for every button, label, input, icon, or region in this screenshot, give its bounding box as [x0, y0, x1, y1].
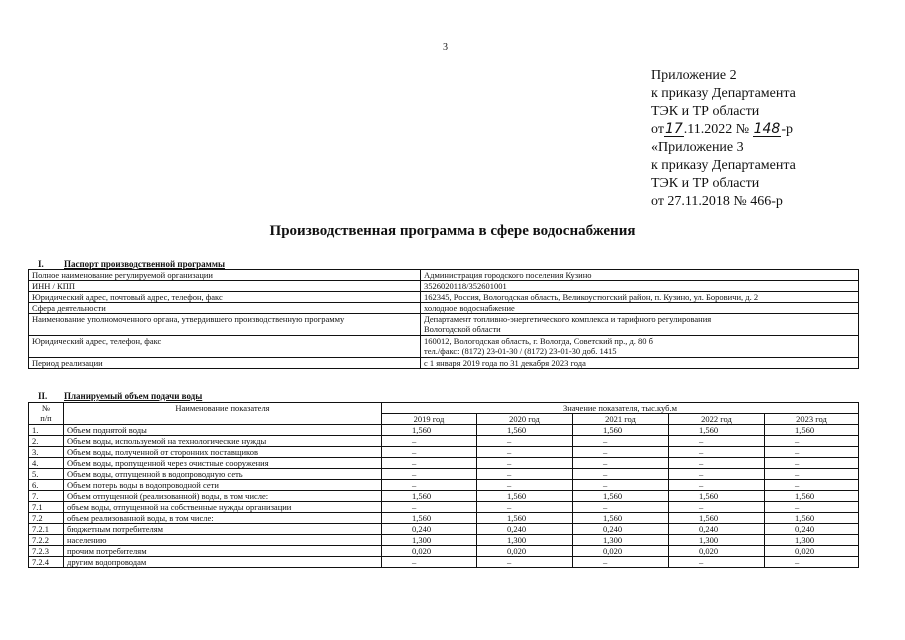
- row-value: –: [382, 502, 477, 513]
- row-name: Объем потерь воды в водопроводной сети: [64, 480, 382, 491]
- row-value: –: [765, 436, 859, 447]
- row-value: 1,560: [765, 425, 859, 436]
- row-value: 1,300: [477, 535, 573, 546]
- row-name: Объем воды, отпущенной в водопроводную сеть: [64, 469, 382, 480]
- row-value: –: [477, 458, 573, 469]
- row-value: 0,020: [382, 546, 477, 557]
- row-number: 4.: [29, 458, 64, 469]
- appendix-line: ТЭК и ТР области: [651, 176, 760, 191]
- row-value: –: [382, 480, 477, 491]
- row-value: 1,300: [573, 535, 669, 546]
- section-title: Паспорт производственной программы: [64, 259, 225, 269]
- row-value: 1,300: [765, 535, 859, 546]
- row-value: –: [573, 447, 669, 458]
- row-value: –: [573, 469, 669, 480]
- row-value: 1,560: [382, 513, 477, 524]
- table-row: [29, 546, 859, 557]
- row-value: 1,560: [573, 513, 669, 524]
- row-value: –: [765, 502, 859, 513]
- passport-row: [29, 270, 859, 281]
- row-value: 1,560: [765, 513, 859, 524]
- row-value: –: [669, 469, 765, 480]
- passport-value-line: 160012, Вологодская область, г. Вологда, Советский пр., д. 80 б: [424, 336, 654, 346]
- row-value: 1,560: [669, 491, 765, 502]
- handwritten-number: 148: [753, 121, 781, 137]
- table-row: [29, 513, 859, 524]
- passport-value: [421, 358, 859, 369]
- passport-value: [421, 270, 859, 281]
- row-value: –: [477, 469, 573, 480]
- appendix-block: [651, 67, 796, 211]
- row-number: 7.2.4: [29, 557, 64, 568]
- row-value: 0,020: [573, 546, 669, 557]
- section-number: II.: [38, 391, 48, 401]
- row-number: 5.: [29, 469, 64, 480]
- col-header-values: Значение показателя, тыс.куб.м: [382, 403, 859, 414]
- water-volume-table: [28, 402, 859, 568]
- passport-value-line: с 1 января 2019 года по 31 декабря 2023 года: [424, 358, 586, 368]
- row-name: Объем отпущенной (реализованной) воды, в том числе:: [64, 491, 382, 502]
- row-value: –: [477, 447, 573, 458]
- row-value: –: [765, 469, 859, 480]
- row-value: –: [382, 447, 477, 458]
- row-number: 6.: [29, 480, 64, 491]
- section-title: Планируемый объем подачи воды: [64, 391, 203, 401]
- row-number: 1.: [29, 425, 64, 436]
- row-number: 7.1: [29, 502, 64, 513]
- handwritten-day: 17: [664, 121, 683, 137]
- passport-value-line: Вологодской области: [424, 324, 501, 334]
- col-header-year: 2019 год: [382, 414, 477, 425]
- col-header-year: 2020 год: [477, 414, 573, 425]
- table-row: [29, 436, 859, 447]
- section2-heading: [38, 391, 202, 401]
- table-row: [29, 502, 859, 513]
- row-value: –: [669, 458, 765, 469]
- row-value: 1,560: [382, 491, 477, 502]
- table-row: [29, 557, 859, 568]
- col-header-name: Наименование показателя: [64, 403, 382, 425]
- row-value: –: [669, 557, 765, 568]
- passport-row: [29, 358, 859, 369]
- row-value: 1,560: [573, 491, 669, 502]
- document-title: Производственная программа в сфере водоснабжения: [269, 223, 636, 239]
- section1-heading: [38, 259, 225, 269]
- row-value: –: [477, 480, 573, 491]
- row-value: –: [382, 436, 477, 447]
- page-number: 3: [443, 42, 448, 53]
- passport-row: [29, 281, 859, 292]
- passport-row: [29, 336, 859, 358]
- table-row: [29, 425, 859, 436]
- passport-value: [421, 292, 859, 303]
- row-value: –: [382, 458, 477, 469]
- row-value: 1,300: [669, 535, 765, 546]
- table-row: [29, 491, 859, 502]
- row-name: Объем воды, используемой на технологические нужды: [64, 436, 382, 447]
- date-suffix: -р: [781, 122, 794, 137]
- appendix-line: от 27.11.2018 № 466-р: [651, 194, 783, 209]
- col-header-year: 2021 год: [573, 414, 669, 425]
- row-value: –: [573, 480, 669, 491]
- row-value: 1,560: [477, 513, 573, 524]
- passport-value-line: Департамент топливно-энергетического комплекса и тарифного регулирования: [424, 314, 712, 324]
- row-name: другим водопроводам: [64, 557, 382, 568]
- passport-value-line: Администрация городского поселения Кузино: [424, 270, 592, 280]
- row-value: 1,560: [382, 425, 477, 436]
- passport-label: Юридический адрес, почтовый адрес, телефон, факс: [29, 292, 421, 303]
- passport-row: [29, 292, 859, 303]
- row-value: 0,240: [477, 524, 573, 535]
- row-value: –: [573, 502, 669, 513]
- row-number: 7.2.3: [29, 546, 64, 557]
- col-header-num: [29, 403, 64, 425]
- row-number: 7.2.2: [29, 535, 64, 546]
- row-value: 0,020: [669, 546, 765, 557]
- passport-value: [421, 281, 859, 292]
- row-name: Объем воды, полученной от сторонних поставщиков: [64, 447, 382, 458]
- date-prefix: от: [651, 122, 664, 137]
- section-number: I.: [38, 259, 44, 269]
- table-header-row: [29, 403, 859, 414]
- appendix-line: «Приложение 3: [651, 140, 744, 155]
- table-row: [29, 524, 859, 535]
- col-header-num-line2: п/п: [40, 413, 52, 423]
- row-value: –: [765, 557, 859, 568]
- row-value: 0,240: [765, 524, 859, 535]
- row-value: –: [669, 436, 765, 447]
- passport-label: ИНН / КПП: [29, 281, 421, 292]
- table-row: [29, 480, 859, 491]
- row-value: 0,240: [382, 524, 477, 535]
- row-value: 0,020: [477, 546, 573, 557]
- passport-label: Сфера деятельности: [29, 303, 421, 314]
- row-value: –: [477, 557, 573, 568]
- col-header-year: 2023 год: [765, 414, 859, 425]
- row-number: 7.2: [29, 513, 64, 524]
- row-value: –: [573, 458, 669, 469]
- row-value: 1,560: [669, 513, 765, 524]
- row-value: 1,560: [669, 425, 765, 436]
- row-name: Объем воды, пропущенной через очистные сооружения: [64, 458, 382, 469]
- table-row: [29, 535, 859, 546]
- row-value: –: [765, 480, 859, 491]
- row-value: 0,020: [765, 546, 859, 557]
- date-mid: .11.2022 №: [683, 122, 750, 137]
- appendix-date-line: [651, 121, 796, 139]
- row-name: Объем поднятой воды: [64, 425, 382, 436]
- passport-value: [421, 336, 859, 358]
- row-value: –: [669, 447, 765, 458]
- table-row: [29, 447, 859, 458]
- row-value: –: [477, 502, 573, 513]
- appendix-line: к приказу Департамента: [651, 86, 796, 101]
- passport-value: [421, 314, 859, 336]
- passport-label: Юридический адрес, телефон, факс: [29, 336, 421, 358]
- row-value: 1,300: [382, 535, 477, 546]
- row-value: –: [382, 557, 477, 568]
- passport-value-line: 162345, Россия, Вологодская область, Великоустюгский район, п. Кузино, ул. Боровичи, д. 2: [424, 292, 759, 302]
- row-value: –: [669, 480, 765, 491]
- row-value: –: [765, 447, 859, 458]
- row-name: бюджетным потребителям: [64, 524, 382, 535]
- row-value: 0,240: [573, 524, 669, 535]
- row-value: –: [669, 502, 765, 513]
- row-number: 2.: [29, 436, 64, 447]
- passport-value-line: холодное водоснабжение: [424, 303, 515, 313]
- passport-row: [29, 314, 859, 336]
- col-header-year: 2022 год: [669, 414, 765, 425]
- passport-label: Наименование уполномоченного органа, утвердившего производственную программу: [29, 314, 421, 336]
- row-name: объем воды, отпущенной на собственные нужды организации: [64, 502, 382, 513]
- passport-value: [421, 303, 859, 314]
- row-number: 7.2.1: [29, 524, 64, 535]
- row-value: –: [765, 458, 859, 469]
- row-value: 1,560: [573, 425, 669, 436]
- row-value: 0,240: [669, 524, 765, 535]
- row-number: 3.: [29, 447, 64, 458]
- passport-value-line: 3526020118/352601001: [424, 281, 507, 291]
- passport-label: Полное наименование регулируемой организации: [29, 270, 421, 281]
- row-value: 1,560: [477, 425, 573, 436]
- row-value: 1,560: [765, 491, 859, 502]
- row-value: –: [382, 469, 477, 480]
- row-number: 7.: [29, 491, 64, 502]
- row-value: –: [573, 436, 669, 447]
- table-row: [29, 469, 859, 480]
- appendix-line: Приложение 2: [651, 68, 737, 83]
- passport-value-line: тел./факс: (8172) 23-01-30 / (8172) 23-01-30 доб. 1415: [424, 346, 617, 356]
- row-value: 1,560: [477, 491, 573, 502]
- passport-label: Период реализации: [29, 358, 421, 369]
- appendix-line: к приказу Департамента: [651, 158, 796, 173]
- row-value: –: [573, 557, 669, 568]
- passport-row: [29, 303, 859, 314]
- passport-table: [28, 269, 859, 369]
- table-row: [29, 458, 859, 469]
- row-name: объем реализованной воды, в том числе:: [64, 513, 382, 524]
- col-header-num-line1: №: [41, 403, 51, 413]
- row-name: прочим потребителям: [64, 546, 382, 557]
- appendix-line: ТЭК и ТР области: [651, 104, 760, 119]
- row-name: населению: [64, 535, 382, 546]
- row-value: –: [477, 436, 573, 447]
